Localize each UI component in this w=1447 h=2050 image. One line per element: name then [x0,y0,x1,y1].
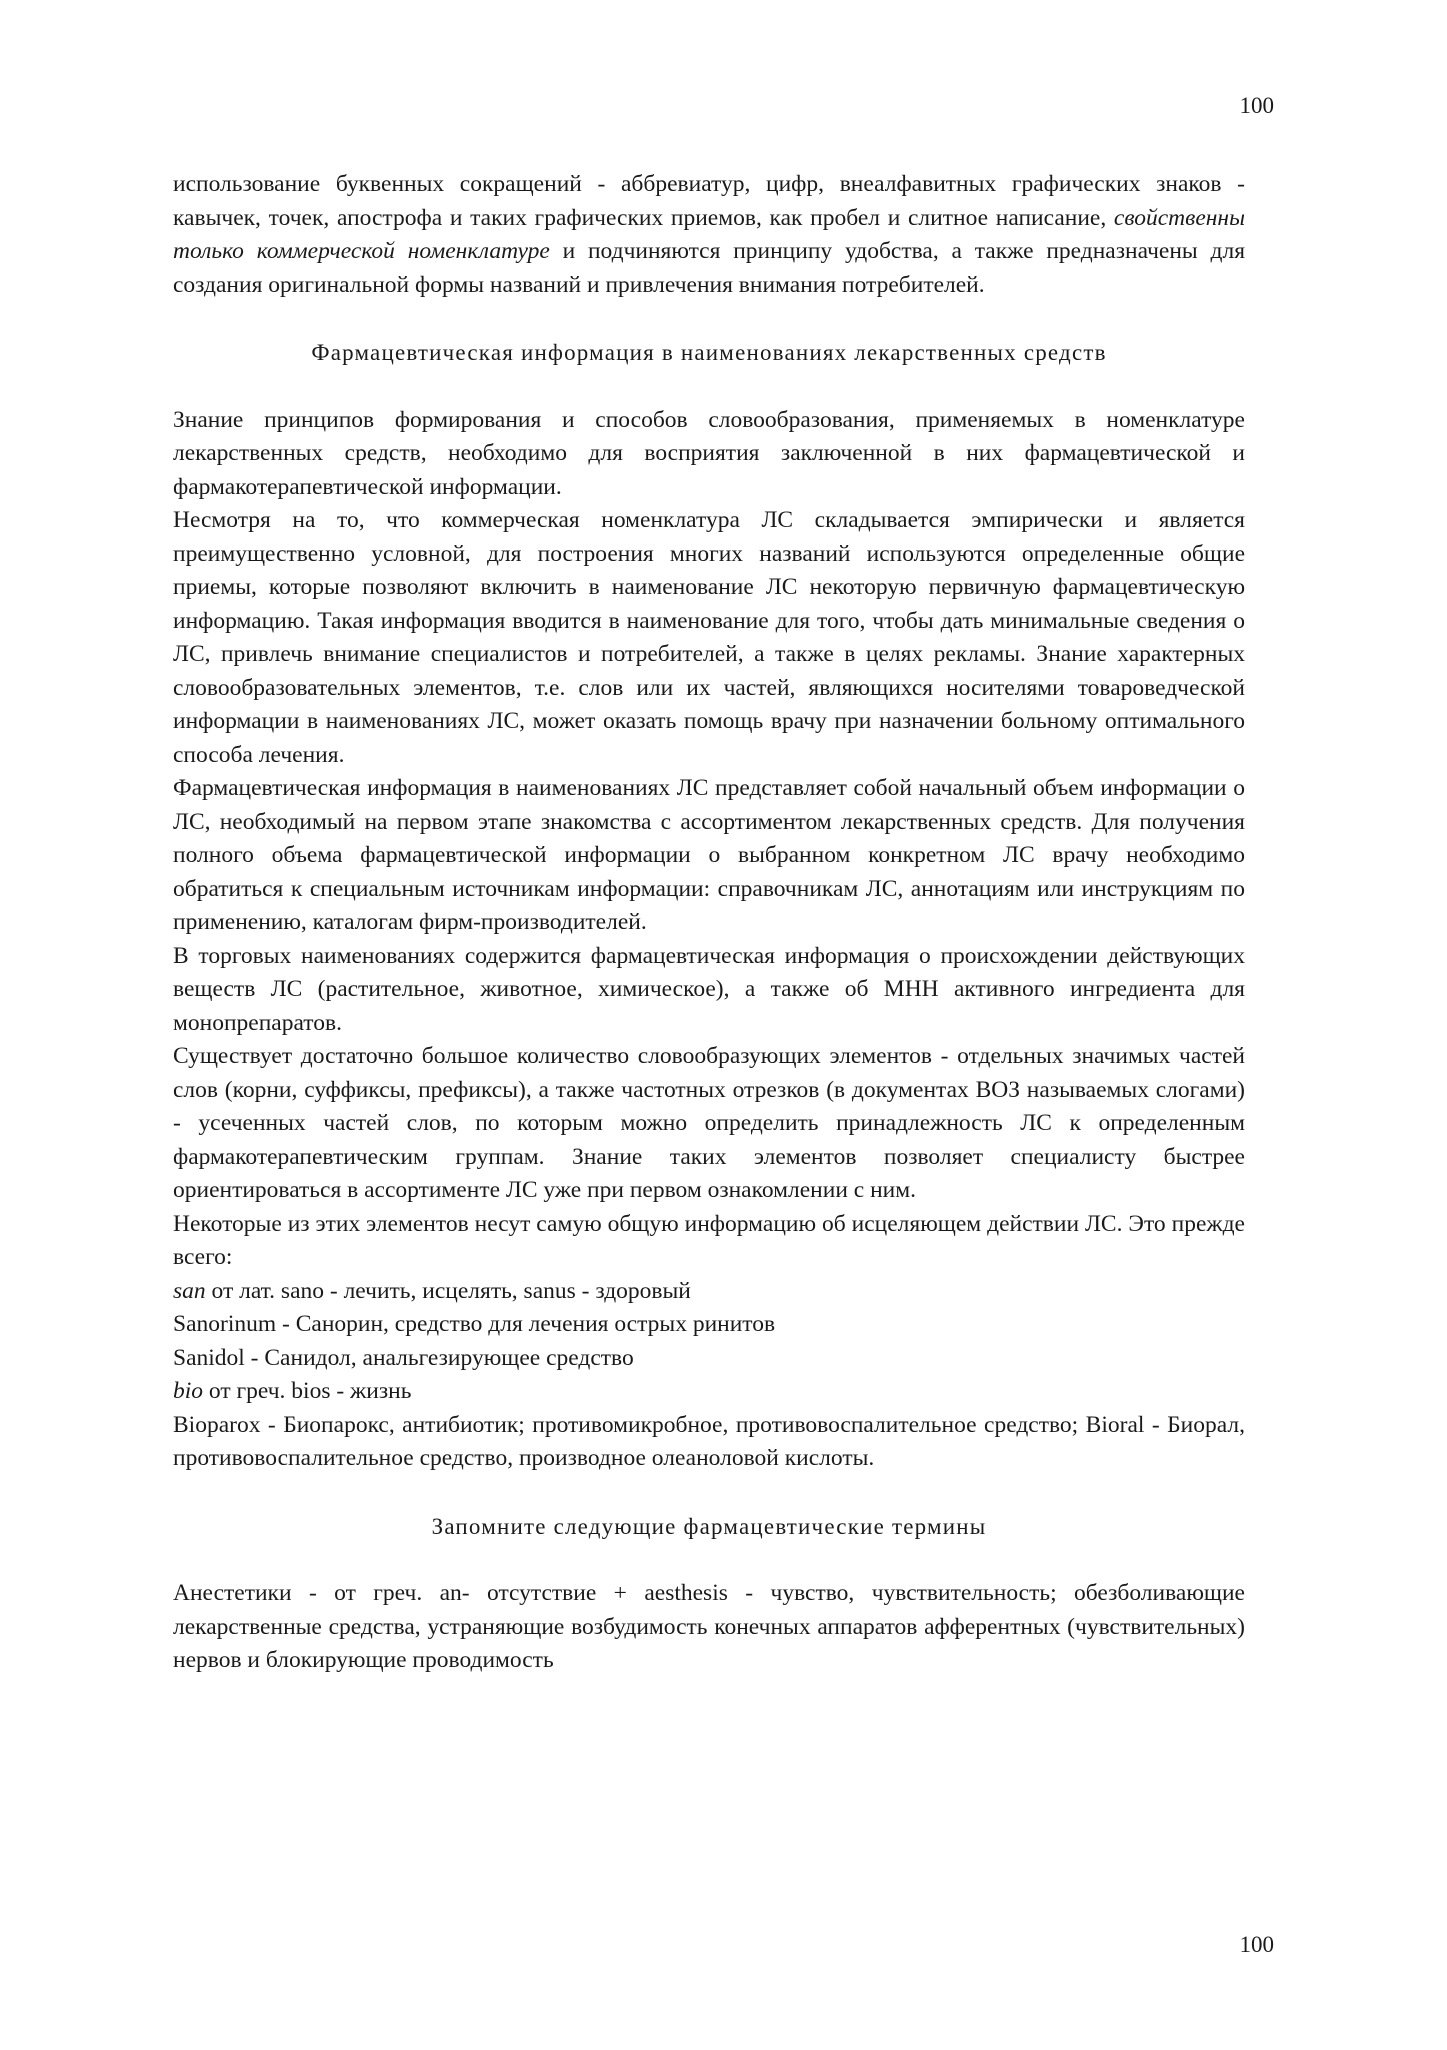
document-body [173,168,1245,1678]
paragraph: Несмотря на то, что коммерческая номенклатура ЛС складывается эмпирически и является преимущественно условной, для построения многих названий используются определенные общие приемы, которые позволяют включить в наименование ЛС некоторую первичную фармацевтическую информацию. Такая информация вводится в наименование для того, чтобы дать минимальные сведения о ЛС, привлечь внимание специалистов и потребителей, а также в целях рекламы. Знание характерных словообразовательных элементов, т.е. слов или их частей, являющихся носителями товароведческой информации в наименованиях ЛС, может оказать помощь врачу при назначении больному оптимального способа лечения. [173,507,1245,768]
paragraph: Фармацевтическая информация в наименованиях ЛС представляет собой начальный объем информации о ЛС, необходимый на первом этапе знакомства с ассортиментом лекарственных средств. Для получения полного объема фармацевтической информации о выбранном конкретном ЛС врачу необходимо обратиться к специальным источникам информации: справочникам ЛС, аннотациям или инструкциям по применению, каталогам фирм-производителей. [173,775,1245,935]
term-bio: bio [173,1378,204,1404]
paragraph-anesthetics: Анестетики - от греч. an- отсутствие + aesthesis - чувство, чувствительность; обезболивающие лекарственные средства, устраняющие возбудимость конечных аппаратов афферентных (чувствительных) нервов и блокирующие проводимость [173,1580,1245,1673]
term-bio-definition: от греч. bios - жизнь [203,1378,412,1404]
section-heading-pharma-info: Фармацевтическая информация в наименованиях лекарственных средств [311,340,1107,365]
example-paragraph: Bioparox - Биопарокс, антибиотик; противомикробное, противовоспалительное средство; Bioral - Биорал, противовоспалительное средство, производное олеаноловой кислоты. [173,1411,1245,1471]
intro-text-after: и подчиняются принципу удобства, а также предназначены для создания оригинальной формы названий и привлечения внимания потребителей. [173,238,1245,298]
term-bio-line [173,1375,1245,1409]
page-number-bottom: 100 [1239,1932,1274,1957]
intro-italic-phrase: свойственны только коммерческой номенклатуре [173,204,1245,264]
term-san-definition: от лат. sano - лечить, исцелять, sanus - здоровый [205,1277,691,1304]
intro-paragraph [173,168,1245,302]
paragraph: В торговых наименованиях содержится фармацевтическая информация о происхождении действующих веществ ЛС (растительное, животное, химическое), а также об МНН активного ингредиента для монопрепаратов. [173,942,1245,1036]
paragraph: Некоторые из этих элементов несут самую общую информацию об исцеляющем действии ЛС. Это прежде всего: [173,1210,1245,1270]
page-number-top: 100 [1239,93,1274,118]
section-heading-terms: Запомните следующие фармацевтические термины [431,1513,987,1539]
intro-text-before: использование буквенных сокращений - аббревиатур, цифр, внеалфавитных графических знаков - кавычек, точек, апострофа и таких графических приемов, как пробел и слитное написание, [173,171,1245,231]
term-san-line [173,1275,1245,1309]
example-line: Sanorinum - Санорин, средство для лечения острых ринитов [173,1311,776,1337]
example-line: Sanidol - Санидол, анальгезирующее средство [173,1344,634,1371]
paragraph: Знание принципов формирования и способов словообразования, применяемых в номенклатуре лекарственных средств, необходимо для восприятия заключенной в них фармацевтической и фармакотерапевтической информации. [173,406,1245,500]
term-san: san [173,1277,206,1304]
paragraph: Существует достаточно большое количество словообразующих элементов - отдельных значимых частей слов (корни, суффиксы, префиксы), а также частотных отрезков (в документах ВОЗ называемых слогами) - усеченных частей слов, по которым можно определить принадлежность ЛС к определенным фармакотерапевтическим группам. Знание таких элементов позволяет специалисту быстрее ориентироваться в ассортименте ЛС уже при первом ознакомлении с ним. [173,1043,1245,1203]
